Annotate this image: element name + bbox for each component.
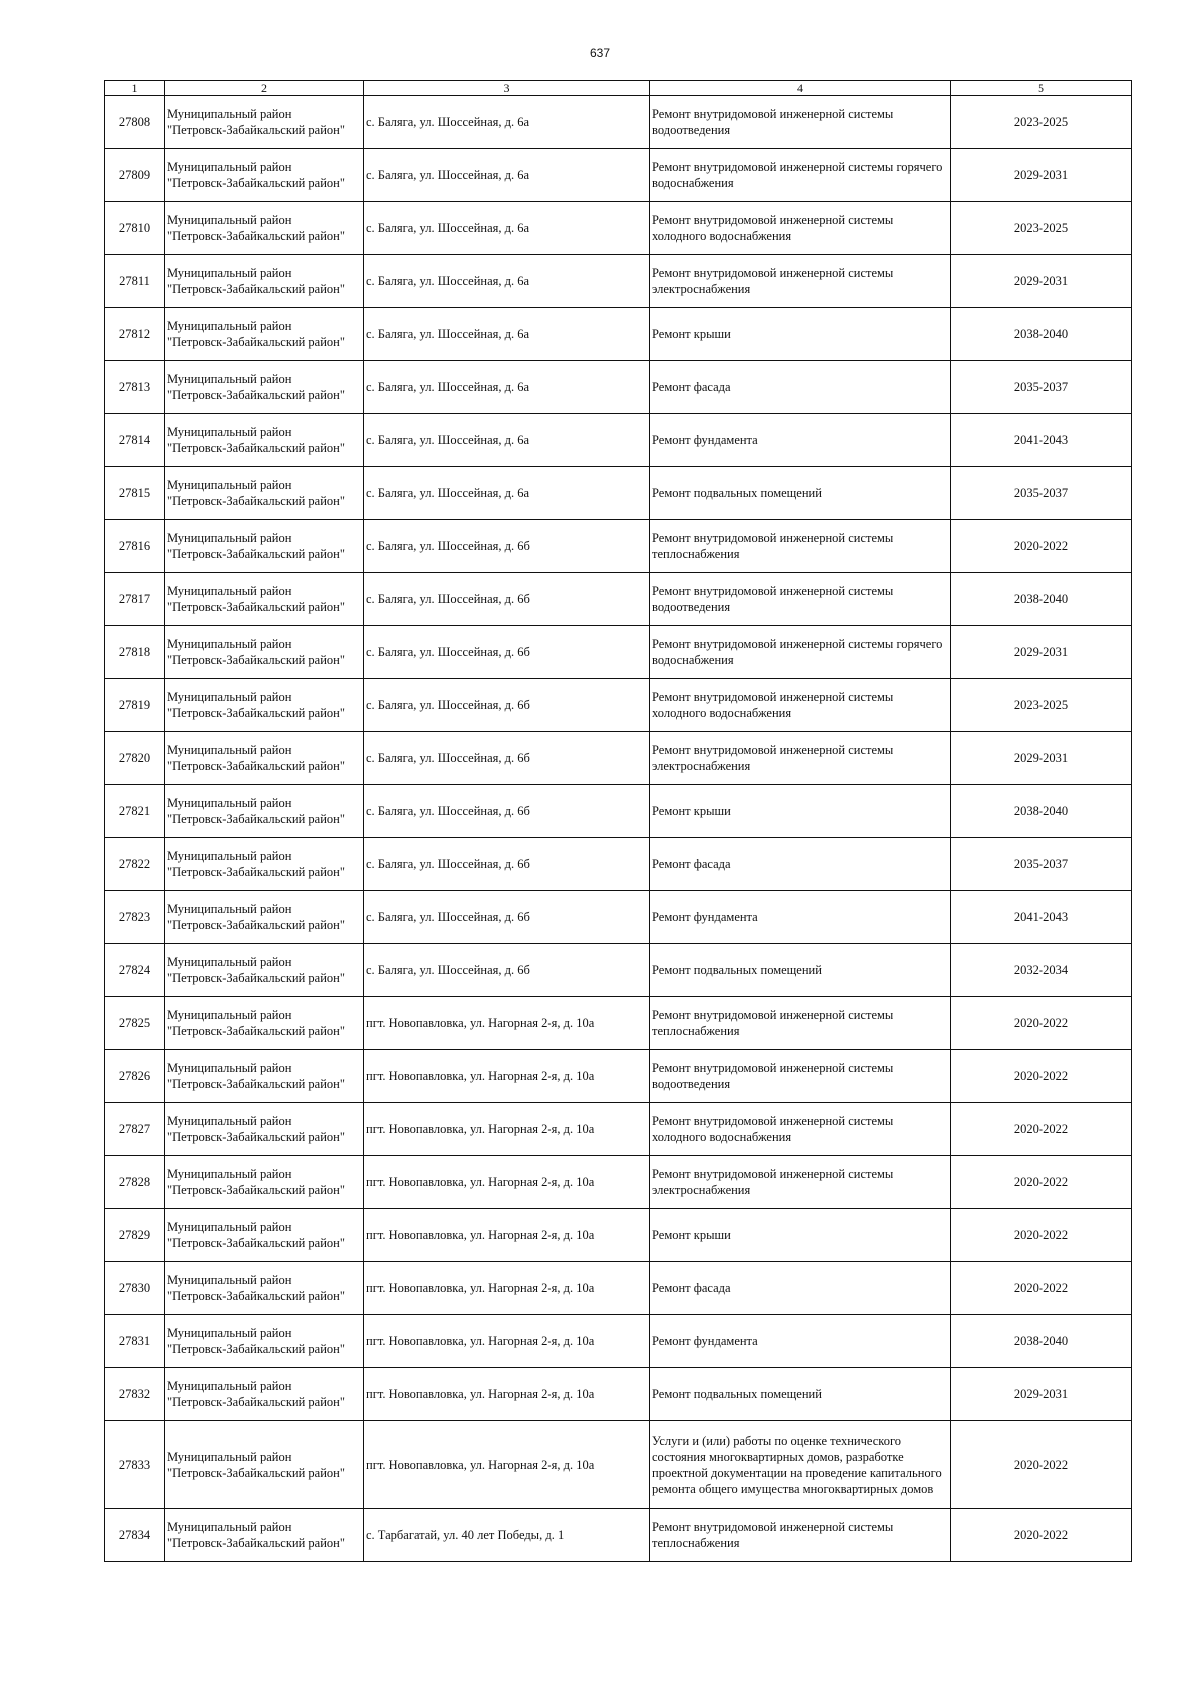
address-cell: пгт. Новопавловка, ул. Нагорная 2-я, д. 10а — [364, 1421, 650, 1509]
address-cell: с. Баляга, ул. Шоссейная, д. 6б — [364, 679, 650, 732]
row-number-cell: 27811 — [105, 255, 165, 308]
row-number-cell: 27828 — [105, 1156, 165, 1209]
municipality-type: Муниципальный район — [167, 107, 292, 121]
work-type-cell: Ремонт фундамента — [650, 891, 951, 944]
municipality-cell — [165, 308, 364, 361]
row-number-cell: 27819 — [105, 679, 165, 732]
period-cell: 2041-2043 — [951, 414, 1132, 467]
table-row — [105, 1209, 1132, 1262]
municipality-cell — [165, 1315, 364, 1368]
municipality-cell — [165, 520, 364, 573]
municipality-name: "Петровск-Забайкальский район" — [167, 1077, 345, 1091]
work-type-cell: Ремонт подвальных помещений — [650, 944, 951, 997]
period-cell: 2035-2037 — [951, 838, 1132, 891]
row-number-cell: 27809 — [105, 149, 165, 202]
work-type-cell: Ремонт внутридомовой инженерной системы холодного водоснабжения — [650, 202, 951, 255]
municipality-type: Муниципальный район — [167, 1114, 292, 1128]
period-cell: 2041-2043 — [951, 891, 1132, 944]
municipality-cell — [165, 255, 364, 308]
address-cell: с. Баляга, ул. Шоссейная, д. 6а — [364, 414, 650, 467]
municipality-cell — [165, 149, 364, 202]
municipality-cell — [165, 1156, 364, 1209]
row-number-cell: 27827 — [105, 1103, 165, 1156]
address-cell: с. Баляга, ул. Шоссейная, д. 6б — [364, 520, 650, 573]
row-number-cell: 27825 — [105, 997, 165, 1050]
period-cell: 2020-2022 — [951, 1509, 1132, 1562]
municipality-cell — [165, 414, 364, 467]
table-row — [105, 1156, 1132, 1209]
address-cell: с. Баляга, ул. Шоссейная, д. 6а — [364, 361, 650, 414]
period-cell: 2023-2025 — [951, 679, 1132, 732]
municipality-name: "Петровск-Забайкальский район" — [167, 123, 345, 137]
period-cell: 2038-2040 — [951, 785, 1132, 838]
work-type-cell: Ремонт внутридомовой инженерной системы электроснабжения — [650, 732, 951, 785]
work-type-cell: Ремонт внутридомовой инженерной системы горячего водоснабжения — [650, 626, 951, 679]
row-number-cell: 27823 — [105, 891, 165, 944]
work-type-cell: Ремонт фасада — [650, 838, 951, 891]
row-number-cell: 27834 — [105, 1509, 165, 1562]
period-cell: 2032-2034 — [951, 944, 1132, 997]
municipality-type: Муниципальный район — [167, 319, 292, 333]
table-row — [105, 891, 1132, 944]
period-cell: 2020-2022 — [951, 520, 1132, 573]
address-cell: с. Баляга, ул. Шоссейная, д. 6а — [364, 255, 650, 308]
row-number-cell: 27820 — [105, 732, 165, 785]
table-row — [105, 732, 1132, 785]
municipality-name: "Петровск-Забайкальский район" — [167, 1536, 345, 1550]
period-cell: 2020-2022 — [951, 997, 1132, 1050]
table-row — [105, 1509, 1132, 1562]
municipality-cell — [165, 467, 364, 520]
municipality-cell — [165, 573, 364, 626]
address-cell: с. Баляга, ул. Шоссейная, д. 6б — [364, 891, 650, 944]
municipality-type: Муниципальный район — [167, 1061, 292, 1075]
address-cell: с. Баляга, ул. Шоссейная, д. 6б — [364, 785, 650, 838]
row-number-cell: 27815 — [105, 467, 165, 520]
address-cell: с. Баляга, ул. Шоссейная, д. 6а — [364, 96, 650, 149]
table-row — [105, 997, 1132, 1050]
work-type-cell: Ремонт крыши — [650, 1209, 951, 1262]
table-row — [105, 520, 1132, 573]
address-cell: с. Баляга, ул. Шоссейная, д. 6б — [364, 944, 650, 997]
work-type-cell: Ремонт крыши — [650, 308, 951, 361]
period-cell: 2035-2037 — [951, 361, 1132, 414]
address-cell: с. Баляга, ул. Шоссейная, д. 6а — [364, 202, 650, 255]
municipality-name: "Петровск-Забайкальский район" — [167, 335, 345, 349]
municipality-cell — [165, 1103, 364, 1156]
row-number-cell: 27833 — [105, 1421, 165, 1509]
row-number-cell: 27824 — [105, 944, 165, 997]
address-cell: пгт. Новопавловка, ул. Нагорная 2-я, д. 10а — [364, 1103, 650, 1156]
work-type-cell: Ремонт внутридомовой инженерной системы электроснабжения — [650, 1156, 951, 1209]
table-row — [105, 785, 1132, 838]
work-type-cell: Ремонт внутридомовой инженерной системы холодного водоснабжения — [650, 679, 951, 732]
work-type-cell: Ремонт внутридомовой инженерной системы теплоснабжения — [650, 520, 951, 573]
header-row — [105, 81, 1132, 96]
municipality-cell — [165, 1050, 364, 1103]
period-cell: 2020-2022 — [951, 1209, 1132, 1262]
work-type-cell: Ремонт фундамента — [650, 414, 951, 467]
municipality-type: Муниципальный район — [167, 584, 292, 598]
municipality-type: Муниципальный район — [167, 478, 292, 492]
municipality-type: Муниципальный район — [167, 902, 292, 916]
address-cell: с. Баляга, ул. Шоссейная, д. 6а — [364, 308, 650, 361]
table-row — [105, 255, 1132, 308]
table-row — [105, 626, 1132, 679]
table-row — [105, 308, 1132, 361]
municipality-name: "Петровск-Забайкальский район" — [167, 547, 345, 561]
municipality-cell — [165, 1421, 364, 1509]
table-row — [105, 944, 1132, 997]
address-cell: пгт. Новопавловка, ул. Нагорная 2-я, д. 10а — [364, 1262, 650, 1315]
municipality-type: Муниципальный район — [167, 266, 292, 280]
municipality-type: Муниципальный район — [167, 1379, 292, 1393]
municipality-name: "Петровск-Забайкальский район" — [167, 229, 345, 243]
table-row — [105, 96, 1132, 149]
work-type-cell: Ремонт внутридомовой инженерной системы теплоснабжения — [650, 1509, 951, 1562]
row-number-cell: 27829 — [105, 1209, 165, 1262]
period-cell: 2038-2040 — [951, 1315, 1132, 1368]
municipality-type: Муниципальный район — [167, 849, 292, 863]
address-cell: пгт. Новопавловка, ул. Нагорная 2-я, д. 10а — [364, 1315, 650, 1368]
municipality-type: Муниципальный район — [167, 160, 292, 174]
row-number-cell: 27821 — [105, 785, 165, 838]
municipality-name: "Петровск-Забайкальский район" — [167, 282, 345, 296]
row-number-cell: 27814 — [105, 414, 165, 467]
work-type-cell: Ремонт внутридомовой инженерной системы горячего водоснабжения — [650, 149, 951, 202]
municipality-cell — [165, 732, 364, 785]
municipality-cell — [165, 1368, 364, 1421]
municipality-name: "Петровск-Забайкальский район" — [167, 494, 345, 508]
municipality-name: "Петровск-Забайкальский район" — [167, 1183, 345, 1197]
period-cell: 2029-2031 — [951, 255, 1132, 308]
address-cell: пгт. Новопавловка, ул. Нагорная 2-я, д. 10а — [364, 1156, 650, 1209]
municipality-type: Муниципальный район — [167, 425, 292, 439]
municipality-name: "Петровск-Забайкальский район" — [167, 1024, 345, 1038]
municipality-cell — [165, 626, 364, 679]
period-cell: 2029-2031 — [951, 732, 1132, 785]
work-type-cell: Ремонт внутридомовой инженерной системы холодного водоснабжения — [650, 1103, 951, 1156]
period-cell: 2020-2022 — [951, 1050, 1132, 1103]
row-number-cell: 27812 — [105, 308, 165, 361]
address-cell: с. Тарбагатай, ул. 40 лет Победы, д. 1 — [364, 1509, 650, 1562]
table-row — [105, 1421, 1132, 1509]
row-number-cell: 27808 — [105, 96, 165, 149]
table-row — [105, 1315, 1132, 1368]
municipality-type: Муниципальный район — [167, 1167, 292, 1181]
table-row — [105, 573, 1132, 626]
municipality-cell — [165, 202, 364, 255]
municipality-cell — [165, 1209, 364, 1262]
municipality-name: "Петровск-Забайкальский район" — [167, 653, 345, 667]
municipality-type: Муниципальный район — [167, 1326, 292, 1340]
municipality-name: "Петровск-Забайкальский район" — [167, 971, 345, 985]
table-row — [105, 1103, 1132, 1156]
table-row — [105, 149, 1132, 202]
municipality-name: "Петровск-Забайкальский район" — [167, 706, 345, 720]
period-cell: 2029-2031 — [951, 149, 1132, 202]
municipality-name: "Петровск-Забайкальский район" — [167, 812, 345, 826]
municipality-cell — [165, 1262, 364, 1315]
period-cell: 2029-2031 — [951, 1368, 1132, 1421]
period-cell: 2020-2022 — [951, 1421, 1132, 1509]
municipality-type: Муниципальный район — [167, 637, 292, 651]
municipality-name: "Петровск-Забайкальский район" — [167, 176, 345, 190]
municipality-name: "Петровск-Забайкальский район" — [167, 1289, 345, 1303]
column-header-1: 1 — [105, 81, 165, 96]
period-cell: 2038-2040 — [951, 308, 1132, 361]
work-type-cell: Ремонт фасада — [650, 361, 951, 414]
table-body — [105, 96, 1132, 1562]
municipality-cell — [165, 361, 364, 414]
municipality-cell — [165, 96, 364, 149]
municipality-cell — [165, 838, 364, 891]
row-number-cell: 27822 — [105, 838, 165, 891]
municipality-cell — [165, 997, 364, 1050]
work-type-cell: Ремонт внутридомовой инженерной системы водоотведения — [650, 96, 951, 149]
municipality-type: Муниципальный район — [167, 1520, 292, 1534]
work-type-cell: Ремонт внутридомовой инженерной системы электроснабжения — [650, 255, 951, 308]
municipality-type: Муниципальный район — [167, 796, 292, 810]
municipality-name: "Петровск-Забайкальский район" — [167, 1236, 345, 1250]
work-type-cell: Услуги и (или) работы по оценке технического состояния многоквартирных домов, разработке проектной документации на проведение капитального ремонта общего имущества многоквартирных домов — [650, 1421, 951, 1509]
municipality-type: Муниципальный район — [167, 690, 292, 704]
row-number-cell: 27810 — [105, 202, 165, 255]
municipality-type: Муниципальный район — [167, 743, 292, 757]
address-cell: пгт. Новопавловка, ул. Нагорная 2-я, д. 10а — [364, 997, 650, 1050]
municipality-type: Муниципальный район — [167, 372, 292, 386]
period-cell: 2023-2025 — [951, 96, 1132, 149]
period-cell: 2020-2022 — [951, 1156, 1132, 1209]
address-cell: с. Баляга, ул. Шоссейная, д. 6б — [364, 838, 650, 891]
table-row — [105, 679, 1132, 732]
municipality-name: "Петровск-Забайкальский район" — [167, 1465, 345, 1480]
municipality-name: "Петровск-Забайкальский район" — [167, 388, 345, 402]
municipality-type: Муниципальный район — [167, 1008, 292, 1022]
municipality-cell — [165, 944, 364, 997]
municipality-type: Муниципальный район — [167, 531, 292, 545]
work-type-cell: Ремонт внутридомовой инженерной системы водоотведения — [650, 1050, 951, 1103]
address-cell: пгт. Новопавловка, ул. Нагорная 2-я, д. 10а — [364, 1209, 650, 1262]
municipality-cell — [165, 785, 364, 838]
table-row — [105, 1368, 1132, 1421]
column-header-2: 2 — [165, 81, 364, 96]
municipality-type: Муниципальный район — [167, 213, 292, 227]
table-header — [105, 81, 1132, 96]
work-type-cell: Ремонт крыши — [650, 785, 951, 838]
municipality-cell — [165, 679, 364, 732]
municipality-type: Муниципальный район — [167, 1449, 292, 1464]
municipality-name: "Петровск-Забайкальский район" — [167, 918, 345, 932]
row-number-cell: 27818 — [105, 626, 165, 679]
table-row — [105, 361, 1132, 414]
municipality-name: "Петровск-Забайкальский район" — [167, 1395, 345, 1409]
address-cell: с. Баляга, ул. Шоссейная, д. 6а — [364, 467, 650, 520]
column-header-4: 4 — [650, 81, 951, 96]
municipality-cell — [165, 1509, 364, 1562]
row-number-cell: 27816 — [105, 520, 165, 573]
municipality-type: Муниципальный район — [167, 955, 292, 969]
period-cell: 2035-2037 — [951, 467, 1132, 520]
municipality-type: Муниципальный район — [167, 1220, 292, 1234]
row-number-cell: 27831 — [105, 1315, 165, 1368]
table-row — [105, 202, 1132, 255]
table-row — [105, 414, 1132, 467]
address-cell: с. Баляга, ул. Шоссейная, д. 6б — [364, 732, 650, 785]
address-cell: с. Баляга, ул. Шоссейная, д. 6б — [364, 626, 650, 679]
work-type-cell: Ремонт подвальных помещений — [650, 467, 951, 520]
period-cell: 2020-2022 — [951, 1103, 1132, 1156]
table-row — [105, 838, 1132, 891]
period-cell: 2038-2040 — [951, 573, 1132, 626]
municipality-name: "Петровск-Забайкальский район" — [167, 865, 345, 879]
table-row — [105, 1262, 1132, 1315]
work-type-cell: Ремонт фасада — [650, 1262, 951, 1315]
address-cell: с. Баляга, ул. Шоссейная, д. 6а — [364, 149, 650, 202]
column-header-3: 3 — [364, 81, 650, 96]
row-number-cell: 27832 — [105, 1368, 165, 1421]
municipality-name: "Петровск-Забайкальский район" — [167, 441, 345, 455]
work-type-cell: Ремонт фундамента — [650, 1315, 951, 1368]
work-type-cell: Ремонт внутридомовой инженерной системы водоотведения — [650, 573, 951, 626]
address-cell: с. Баляга, ул. Шоссейная, д. 6б — [364, 573, 650, 626]
row-number-cell: 27813 — [105, 361, 165, 414]
page-number: 637 — [589, 46, 611, 60]
row-number-cell: 27830 — [105, 1262, 165, 1315]
work-type-cell: Ремонт внутридомовой инженерной системы теплоснабжения — [650, 997, 951, 1050]
period-cell: 2020-2022 — [951, 1262, 1132, 1315]
municipality-name: "Петровск-Забайкальский район" — [167, 759, 345, 773]
municipality-cell — [165, 891, 364, 944]
municipality-name: "Петровск-Забайкальский район" — [167, 1130, 345, 1144]
period-cell: 2023-2025 — [951, 202, 1132, 255]
address-cell: пгт. Новопавловка, ул. Нагорная 2-я, д. 10а — [364, 1050, 650, 1103]
table-row — [105, 467, 1132, 520]
row-number-cell: 27826 — [105, 1050, 165, 1103]
work-type-cell: Ремонт подвальных помещений — [650, 1368, 951, 1421]
municipality-name: "Петровск-Забайкальский район" — [167, 1342, 345, 1356]
period-cell: 2029-2031 — [951, 626, 1132, 679]
municipality-type: Муниципальный район — [167, 1273, 292, 1287]
repair-schedule-table — [104, 80, 1132, 1562]
row-number-cell: 27817 — [105, 573, 165, 626]
table-row — [105, 1050, 1132, 1103]
column-header-5: 5 — [951, 81, 1132, 96]
municipality-name: "Петровск-Забайкальский район" — [167, 600, 345, 614]
address-cell: пгт. Новопавловка, ул. Нагорная 2-я, д. 10а — [364, 1368, 650, 1421]
